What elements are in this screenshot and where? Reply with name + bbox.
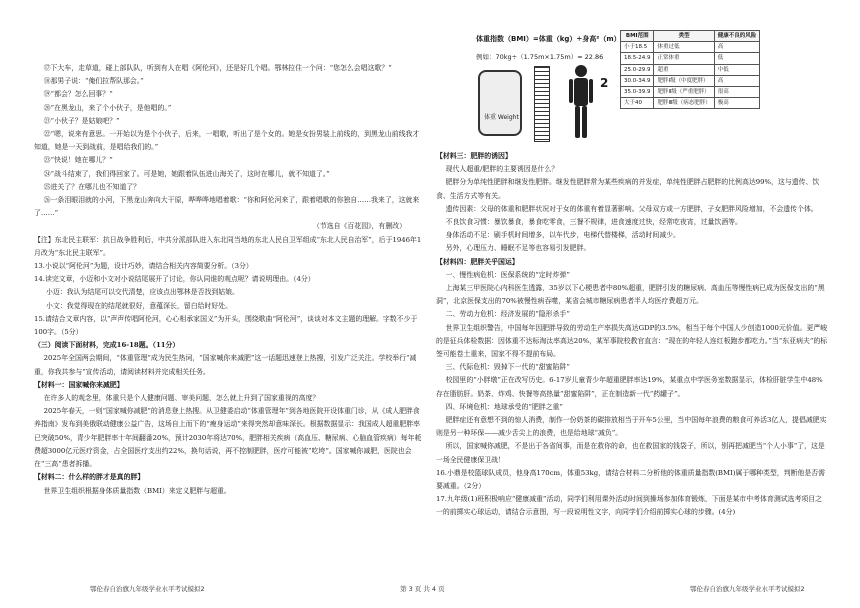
page-number: 第 3 页 共 4 页 xyxy=(400,585,445,593)
question-14: 14.读完文章，小迈和小文对小说结尾展开了讨论，你认同谁的观点呢？请说明理由。（4分） xyxy=(34,275,315,284)
bmi-example: 例如：70kg÷（1.75m×1.75m）≈ 22.86 xyxy=(476,53,604,61)
material-4-paragraph: 校园里的“小胖墩”正在改写历史。6-17岁儿童青少年超重肥胖率达19%，某重点中学医务室数据显示，体检肝脏学生中48%存在脂肪肝。奶茶、炸鸡、快餐等高热量“甜蜜陷阱”，正在制造新一代“药罐子”。 xyxy=(436,376,823,398)
material-1-paragraph: 在许多人的观念里，体重只是个人健康问题、审美问题，怎么就上升到了国家重视的高度？ xyxy=(43,394,320,403)
story-line: ㉕进关了？在哪儿也不知道了？ xyxy=(43,182,141,191)
material-4-paragraph: 世界卫生组织警告，中国每年因肥胖导致的劳动生产率损失高达GDP的3.5%，相当于每个中国人少创造1000元价值。更严峻的是征兵体检数据：因体重不达标淘汰率高达20%，某军事院校教官直言：“现在的年轻人连红板跑步都吃力。”当“东亚病夫”的标签可能卷土重来，国家不得不提前布局。 xyxy=(436,323,828,359)
figure-tag: 2 xyxy=(600,76,609,90)
material-4-paragraph: 所以，国家喊你减肥，不是出于各省间事，而是在救你的命，也在救国家的钱袋子，所以，别再把减肥当“个人小事”了，这是一场全民健康保卫战！ xyxy=(436,442,825,464)
bmi-formula: 体重指数（BMI）=体重（kg）÷身高²（m） xyxy=(476,35,621,43)
scale-label: 体重 Weight xyxy=(484,114,519,121)
table-cell: 高 xyxy=(714,75,760,86)
material-2-paragraph: 世界卫生组织根据身体质量指数（BMI）来定义肥胖与超重。 xyxy=(43,486,231,495)
height-ruler-icon xyxy=(534,66,550,142)
material-1-paragraph: 2025年春天，一则“国家喊你减肥”的消息登上热搜。从卫健委启动“体重管理年”到各地医院开设体重门诊，从《成人肥胖食养指南》发布到美俄联动健康公益广告，这场自上而下的“瘦身运动”来得突然却意味深长。根据数据显示：我国成人超重肥胖率已突破50%，青少年肥胖率十年间翻番20%，预计2030年将达70%，肥胖相关疾病（高血压、糖尿病、心脑血管疾病）每年耗费超3000亿元医疗资金，占全国医疗支出约22%，换句话说，再不控制肥胖，医疗可能被“吃垮”。国家喊你减肥，医院也会在“三高”患者拆播。 xyxy=(34,407,422,469)
table-header-cell: BMI范围 xyxy=(621,31,654,42)
table-cell: 25.0-29.9 xyxy=(621,64,654,75)
table-row xyxy=(621,75,760,86)
material-3-paragraph: 现代人超重/肥胖的主要诱因是什么？ xyxy=(445,165,559,174)
story-line: ㉑“小伙子？是姑娘吧？” xyxy=(43,116,120,125)
table-row xyxy=(621,98,760,109)
material-3-paragraph: 遗传因素：父母的体重和肥胖状况对于女的体重有着显著影响。父母双方或一方肥胖，子女肥胖风险增加，不会遗传个体。 xyxy=(445,204,818,213)
table-header-cell: 类型 xyxy=(654,31,714,42)
table-cell: 高 xyxy=(714,42,760,53)
footnote: 【注】东北民主联军：抗日战争胜利后，中共分派部队进入东北同当地的东北人民自卫军组成“东北人民自治军”，后于1946年1月改为“东北民主联军”。 xyxy=(34,235,422,257)
question-15: 15.请结合文章内容，以“声声传唱阿伦河，心心相承家国义”为开头，围绕歌曲“阿伦河”，谈谈对本文主题的理解。字数不少于100字。（5分） xyxy=(34,314,418,337)
material-4-subheading: 二、劳动力危机：经济发展的“隐形杀手” xyxy=(445,310,570,319)
material-3-paragraph: 另外，心理压力、睡眠不足等也容易引发肥胖。 xyxy=(445,244,591,253)
table-cell: 体重过低 xyxy=(654,42,714,53)
table-cell: 肥胖Ⅰ级（中度肥胖） xyxy=(654,75,714,86)
bmi-table xyxy=(620,30,760,109)
question-14-option-b: 小文：我觉得现在的结尾就很好，意蕴深长，留白给时好处。 xyxy=(46,301,233,310)
story-line: ㉒“嗯，说来有意思。一开始以为是个小伙子，后来，一唱歌，听出了是个女的。她是女扮男装上前线的，到黑龙山前线我才知道，她是一天到战前，是唱给我们的。” xyxy=(34,130,420,152)
table-row xyxy=(621,42,760,53)
material-2-title: 【材料二：什么样的胖才是真的胖】 xyxy=(34,473,145,482)
table-cell: 超重 xyxy=(654,64,714,75)
material-1-title: 【材料一：国家喊你来减肥】 xyxy=(34,380,124,389)
story-line: ⑱那男子说：“俺们拉帮队那会。” xyxy=(43,77,144,86)
question-17: 17.九年级(1)班积极响应“健康减重”活动，同学们利用课外活动时间到操场参加体育锻炼，下面是某市中考体育测试选考项目之一的前掷实心球运动，请结合示意图，写一段说明性文字，向同学们介绍前掷实心球的步骤。(4分) xyxy=(436,495,823,517)
question-13: 13.小说以“阿伦河”为题，设计巧妙，请结合相关内容简要分析。（3分） xyxy=(34,262,253,271)
story-line: ⑲“都会？怎么回事？” xyxy=(43,90,113,99)
table-cell: 肥胖Ⅲ级（病态肥胖） xyxy=(654,98,714,109)
table-cell: 18.5-24.9 xyxy=(621,53,654,64)
material-3-paragraph: 不良饮食习惯：暴饮暴食，暴食吃零食，三餐不规律，进食速度过快，经常吃夜宵，过量饮酒等。 xyxy=(445,218,742,227)
table-cell: 35.0-39.9 xyxy=(621,86,654,97)
table-cell: 极高 xyxy=(714,98,760,109)
table-header-cell: 健康不良的风险 xyxy=(714,31,760,42)
material-3-title: 【材料三：肥胖的诱因】 xyxy=(436,152,512,160)
bmi-figure xyxy=(470,26,830,146)
section-intro: 2025年全国两会期间，“体重管理”成为民生热词，“国家喊你来减肥”这一话题迅速登上热搜，引发广泛关注。学校举行“减重，你我共参与”宣传活动，请阅读材料并完成相关任务。 xyxy=(34,354,417,376)
material-3-paragraph: 身体活动不足：刷手机时间增多，以车代步，电梯代替楼梯，活动时间减少。 xyxy=(445,231,680,240)
source-note: （节选自《百花园》，有删改） xyxy=(312,222,406,231)
left-column xyxy=(34,62,424,498)
question-14-option-a: 小迈：我认为结尾可以交代清楚，应该点出鄂林是否找到姑娘。 xyxy=(46,288,239,297)
table-cell: 大于40 xyxy=(621,98,654,109)
material-3-paragraph: 肥胖分为单纯性肥胖和继发性肥胖。继发性肥胖常为某些疾病的并发症，单纯性肥胖占肥胖的比例高达99%，这与遗传、饮食、生活方式等有关。 xyxy=(436,178,820,200)
footer-right: 鄂伦春自治旗九年级学业水平考试模拟2 xyxy=(690,585,805,593)
table-cell: 很高 xyxy=(714,86,760,97)
table-row xyxy=(621,86,760,97)
right-column xyxy=(436,150,828,520)
table-cell: 30.0-34.9 xyxy=(621,75,654,86)
story-line: ㉓“快说！她在哪儿？” xyxy=(43,156,113,165)
question-16: 16.小鼎是校篮球队成员，他身高170cm，体重53kg，请结合材料二分析他的体重质量指数(BMI)属于哪种类型，判断他是否需要减重。（2分） xyxy=(436,468,826,491)
table-cell: 正常体重 xyxy=(654,53,714,64)
material-4-title: 【材料四：肥胖关乎国运】 xyxy=(436,257,519,266)
table-row xyxy=(621,64,760,75)
table-cell: 低 xyxy=(714,53,760,64)
scale-icon xyxy=(478,70,522,136)
table-cell: 肥胖Ⅱ级（严重肥胖） xyxy=(654,86,714,97)
section-heading: （三）阅读下面材料，完成16-18题。（11分） xyxy=(34,341,180,350)
person-silhouette-icon xyxy=(566,64,596,140)
material-4-subheading: 一、慢性病危机：医保系统的“定时炸弹” xyxy=(445,270,570,279)
material-4-subheading: 三、代际危机：毁掉下一代的“甜蜜陷阱” xyxy=(445,363,570,372)
table-header-row xyxy=(621,31,760,42)
story-line: ⑰下大车，走草道，碰上部队队，听到有人在唱《阿伦河》，还是好几个唱。鄂林拉住一个问：“您怎么会唱这歌？” xyxy=(43,64,392,72)
story-line: ㉖一条泪眼泪就的小河，下黑龙山奔向大干原，哗哗哗地唱着歌：“你和阿伦河来了，跟着唱歌的你独自……我来了，这就来了……” xyxy=(34,196,420,218)
table-cell: 中低 xyxy=(714,64,760,75)
table-cell: 小于18.5 xyxy=(621,42,654,53)
story-line: ㉔“战斗结束了，我们得回家了。可是她，她跟着队伍进山海关了，这时在哪儿，就不知道了。” xyxy=(43,169,330,178)
story-line: ⑳“在黑龙山，来了个小伙子，是他唱的。” xyxy=(43,103,172,112)
material-4-paragraph: 上海某三甲医院心内科医生透露，35岁以下心梗患者中80%超重，肥胖引发的糖尿病、高血压等慢性病已成为医保支出的“黑洞”，北京医保支出的70%被慢性病吞噬，某省会城市糖尿病患者半人均医疗费超万元。 xyxy=(436,284,825,306)
material-4-paragraph: 肥胖症还有意想不到的惊人消费，制作一份奶茶的碳排放相当于开车5公里，当中国每年浪费的粮食可养活3亿人，提倡减肥实则是另一种环保——减少舌尖上的浪费，也是给地球“减负”。 xyxy=(436,416,827,438)
material-4-subheading: 四、环境危机：地球承受的“肥胖之重” xyxy=(445,402,563,411)
table-row xyxy=(621,53,760,64)
footer-left: 鄂伦春自治旗九年级学业水平考试模拟2 xyxy=(90,585,205,593)
